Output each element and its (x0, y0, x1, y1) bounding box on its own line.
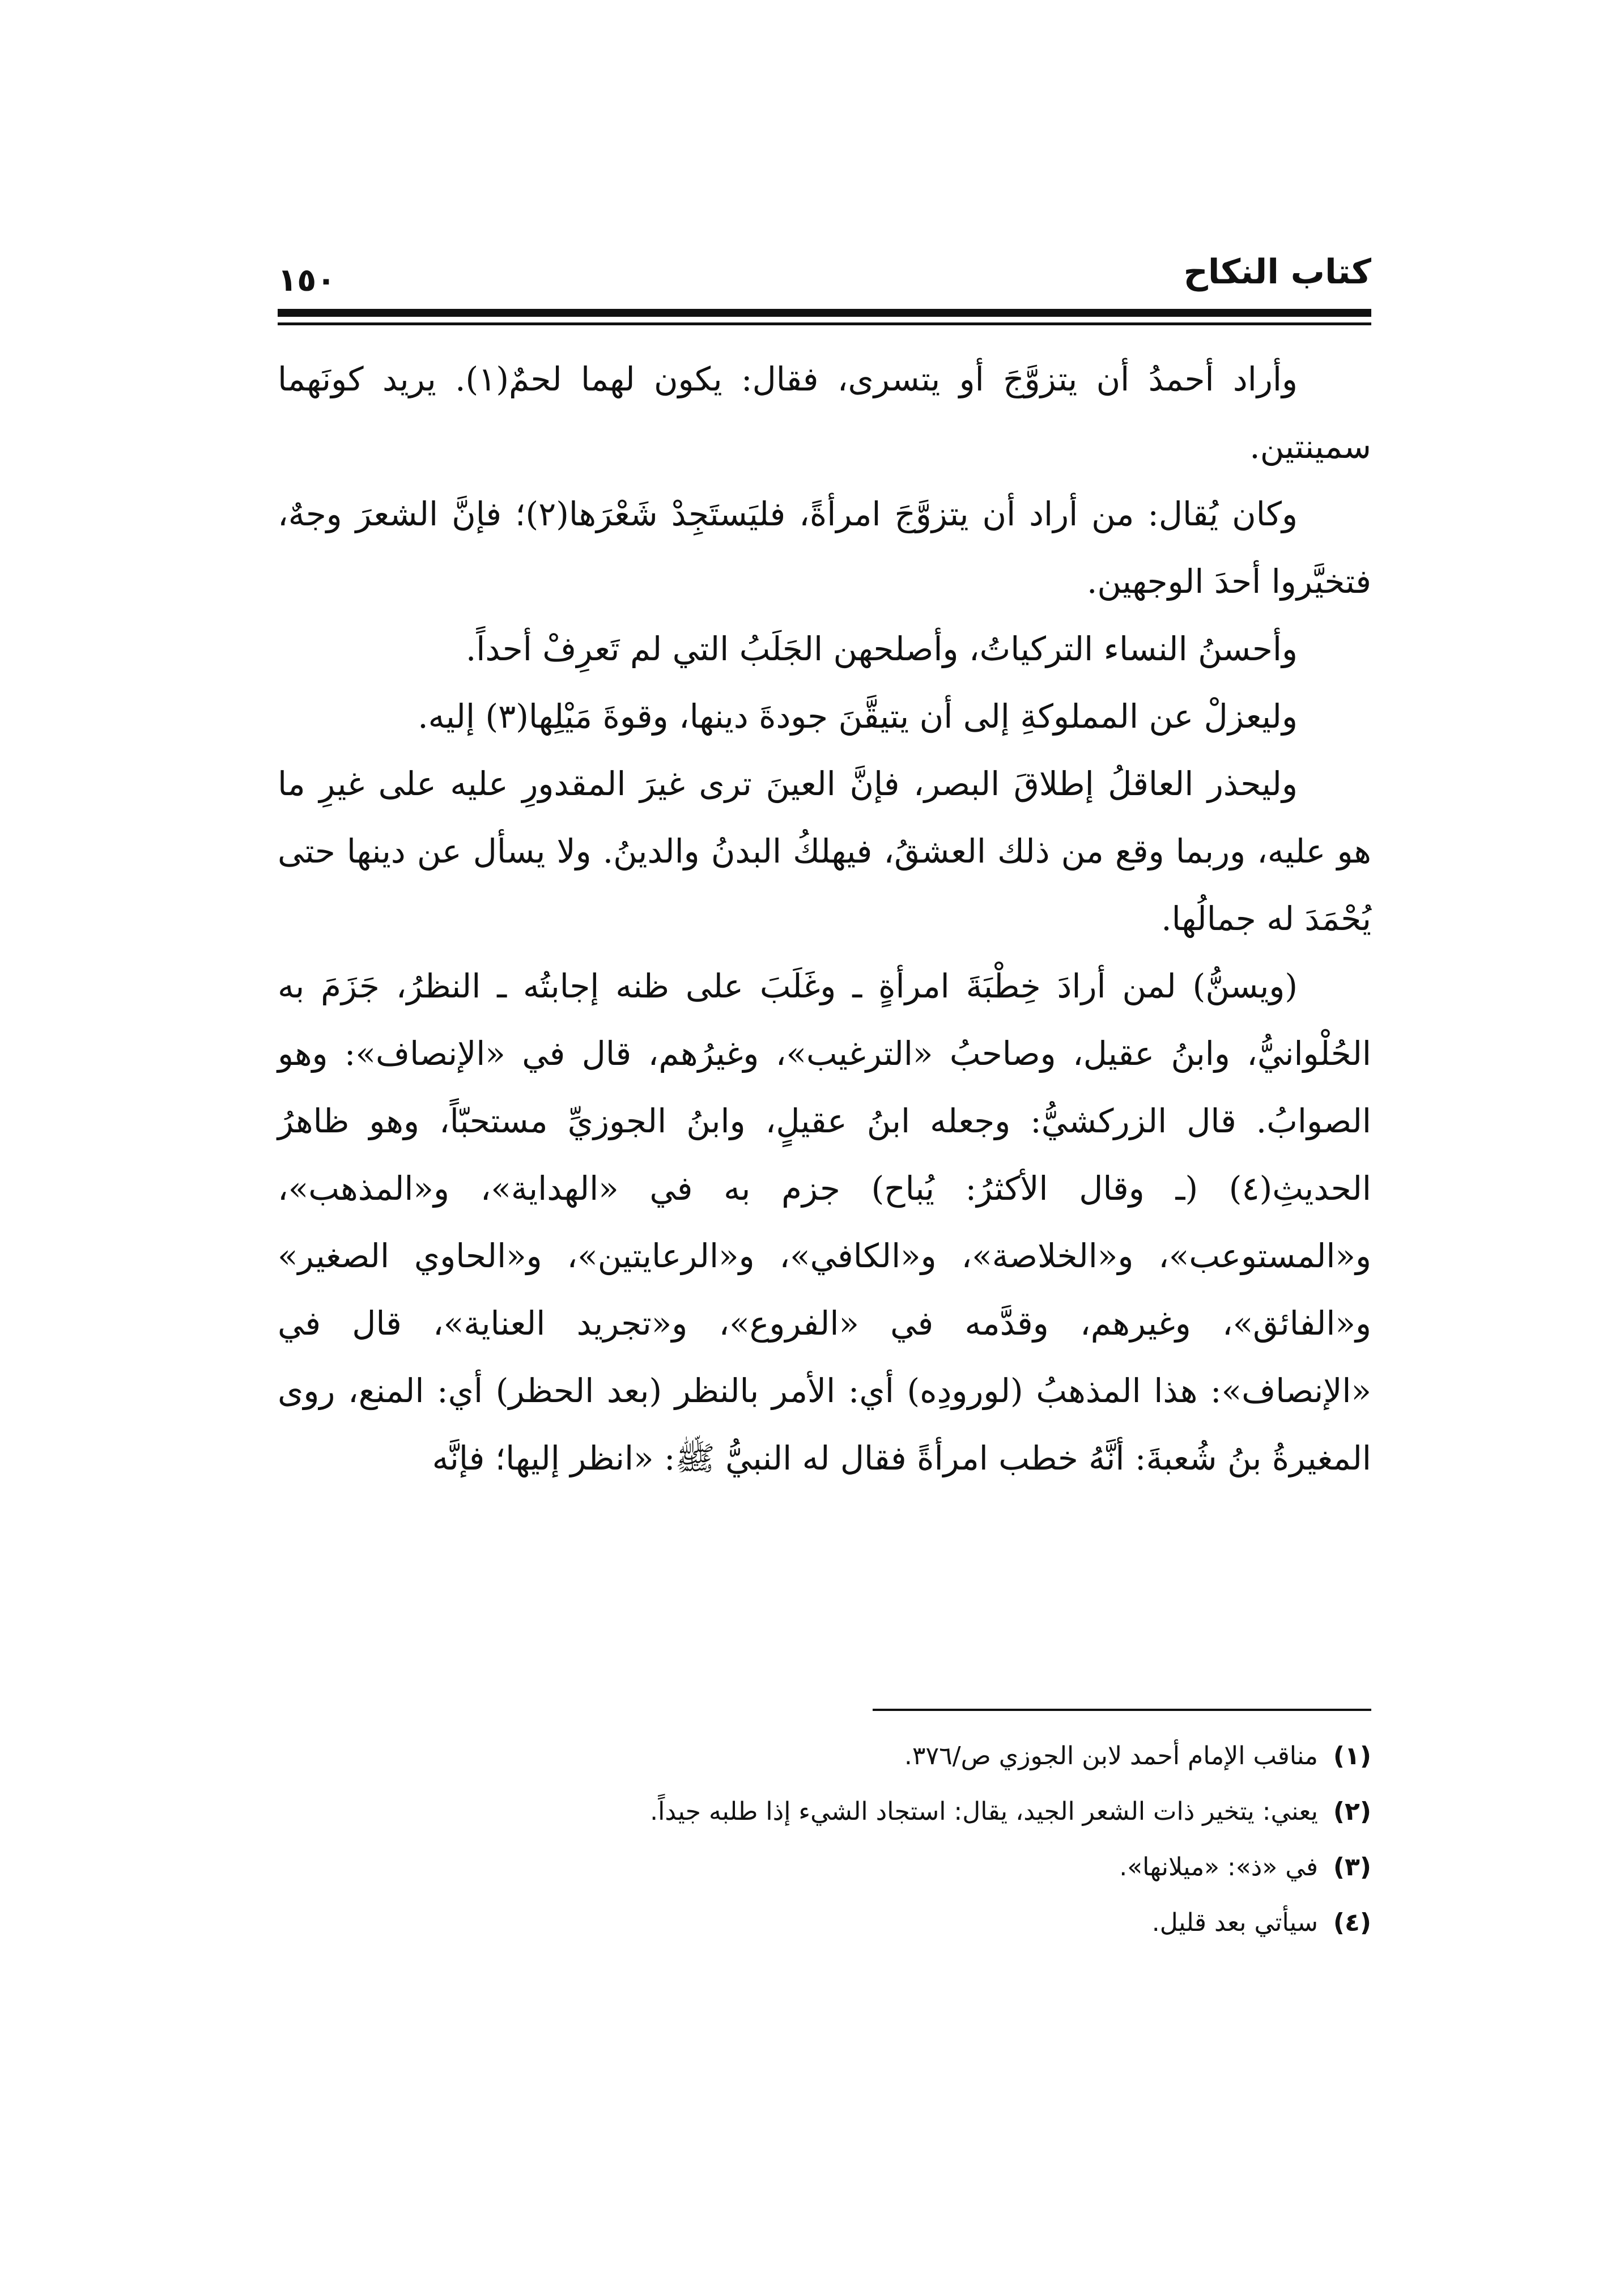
footnote-number: (٢) (1333, 1797, 1371, 1826)
footnote-text: في «ذ»: «ميلانها». (1119, 1853, 1318, 1882)
footnote-text: مناقب الإمام أحمد لابن الجوزي ص/٣٧٦. (904, 1742, 1318, 1770)
footnote-separator (873, 1709, 1371, 1711)
footnotes (278, 1729, 1371, 1951)
header-rule-thick (278, 309, 1371, 317)
footnote-2 (278, 1784, 1371, 1840)
footnote-number: (٤) (1333, 1908, 1371, 1937)
footnote-3 (278, 1840, 1371, 1895)
footnote-text: سيأتي بعد قليل. (1151, 1908, 1318, 1937)
page-header (278, 238, 1371, 300)
footnote-4 (278, 1895, 1371, 1951)
book-title: كتاب النكاح (1183, 252, 1371, 292)
footnote-1 (278, 1729, 1371, 1784)
paragraph-4: وليعزلْ عن المملوكةِ إلى أن يتيقَّنَ جودةَ دينها، وقوةَ مَيْلِها(٣) إليه. (418, 697, 1298, 736)
paragraph-3: وأحسنُ النساء التركياتُ، وأصلحهن الجَلَبُ التي لم تَعرِفْ أحداً. (465, 630, 1298, 668)
header-rule-thin (278, 322, 1371, 325)
paragraph-6: (ويسنُّ) لمن أرادَ خِطْبَةَ امرأةٍ ـ وغَلَبَ على ظنه إجابتُه ـ النظرُ، جَزَمَ به الحُلْوانيُّ، وابنُ عقيل، وصاحبُ «الترغيب»، وغيرُهم، قال في «الإنصاف»: وهو الصوابُ. قال الزركشيُّ: وجعله ابنُ عقيلٍ، وابنُ الجوزيِّ مستحبّاً، وهو ظاهرُ الحديثِ(٤) (ـ وقال الأكثرُ: يُباح) جزم به في «الهداية»، و«المذهب»، و«المستوعب»، و«الخلاصة»، و«الكافي»، و«الرعايتين»، و«الحاوي الصغير» و«الفائق»، وغيرهم، وقدَّمه في «الفروع»، و«تجريد العناية»، قال في «الإنصاف»: هذا المذهبُ (لورودِه) أي: الأمر بالنظر (بعد الحظر) أي: المنع، روى المغيرةُ بنُ شُعبةَ: أنَّهُ خطب امرأةً فقال له النبيُّ ﷺ: «انظر إليها؛ فإنَّه (278, 967, 1371, 1477)
paragraph-2: وكان يُقال: من أراد أن يتزوَّجَ امرأةً، فليَستَجِدْ شَعْرَها(٢)؛ فإنَّ الشعرَ وجهٌ، فتخيَّروا أحدَ الوجهين. (278, 495, 1371, 601)
paragraph-5: وليحذر العاقلُ إطلاقَ البصر، فإنَّ العينَ ترى غيرَ المقدورِ عليه على غيرِ ما هو عليه، وربما وقع من ذلك العشقُ، فيهلكُ البدنُ والدينُ. ولا يسأل عن دينها حتى يُحْمَدَ له جمالُها. (278, 765, 1371, 938)
footnote-text: يعني: يتخير ذات الشعر الجيد، يقال: استجاد الشيء إذا طلبه جيداً. (650, 1797, 1318, 1826)
paragraph-1: وأراد أحمدُ أن يتزوَّجَ أو يتسرى، فقال: يكون لهما لحمٌ(١). يريد كونَهما سمينتين. (278, 360, 1371, 466)
page-number: ١٥٠ (278, 262, 336, 299)
footnote-number: (١) (1333, 1742, 1371, 1770)
footnote-number: (٣) (1333, 1853, 1371, 1882)
body-text (278, 346, 1371, 1492)
